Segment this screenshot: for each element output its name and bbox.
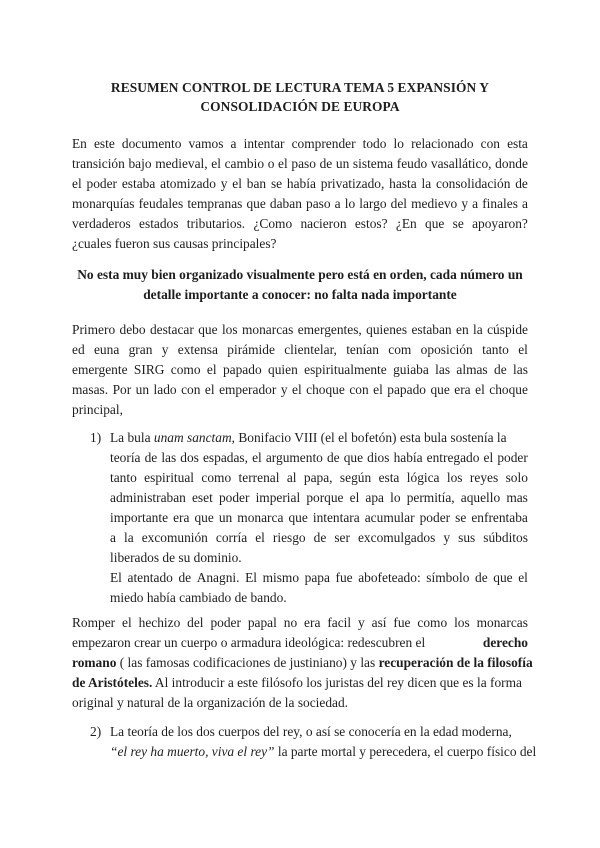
word: paso — [291, 156, 316, 171]
word: símbolo — [426, 570, 470, 585]
item2-line — [110, 742, 537, 762]
document-title — [72, 78, 528, 116]
word: verdaderos — [72, 216, 131, 231]
word: el — [204, 382, 215, 397]
word: con — [480, 136, 500, 151]
word: emperador — [219, 382, 277, 397]
title-line-2: CONSOLIDACIÓN DE EUROPA — [200, 99, 400, 114]
word: vamos — [188, 136, 224, 151]
word: que — [288, 510, 308, 525]
word: fue — [393, 615, 411, 630]
word: lado — [153, 382, 177, 397]
word: un — [335, 156, 350, 171]
word: atomizado — [160, 176, 216, 191]
word: feudales — [138, 196, 184, 211]
word: intentara — [312, 510, 360, 525]
word: acumular — [364, 510, 415, 525]
word: había — [286, 176, 316, 191]
item1-line — [110, 508, 528, 528]
word: y — [443, 530, 451, 545]
word: Por — [112, 382, 132, 397]
word: enfrentaba — [471, 510, 528, 525]
word: a — [230, 136, 237, 151]
word: quienes — [366, 322, 408, 337]
word: administraban — [110, 490, 186, 505]
word: poder — [419, 510, 451, 525]
word: con — [349, 382, 369, 397]
word: el — [483, 450, 494, 465]
word: era — [454, 382, 471, 397]
word: porque — [306, 490, 344, 505]
word: emergente — [72, 362, 128, 377]
word: y — [220, 176, 228, 191]
intro-line — [72, 174, 528, 194]
word: que — [425, 216, 445, 231]
word: mismo — [262, 570, 300, 585]
word: excomunión — [141, 530, 208, 545]
intro-line — [72, 154, 528, 174]
word: cambio — [224, 156, 265, 171]
word: extensa — [177, 342, 218, 357]
word: y — [461, 196, 469, 211]
para2-bold-text: romano — [72, 655, 117, 670]
word: espadas, — [202, 450, 248, 465]
word: quien — [268, 362, 298, 377]
word: a — [334, 196, 341, 211]
word: a — [110, 530, 116, 545]
word: según — [339, 470, 372, 485]
word: de — [319, 156, 333, 171]
word: El — [110, 570, 122, 585]
word: Romper — [72, 615, 116, 630]
word: daban — [269, 196, 302, 211]
word: bajo — [128, 156, 152, 171]
word: no — [283, 615, 298, 630]
para1-line: principal, — [72, 402, 123, 417]
para2-line: original y natural de la organización de la sociedad. — [72, 695, 349, 710]
word: monarquías — [72, 196, 135, 211]
word: reyes — [469, 470, 499, 485]
word: excomulgados — [357, 530, 436, 545]
word: euna — [93, 342, 120, 357]
para1-line — [72, 380, 528, 400]
word: feudo — [396, 156, 428, 171]
word: privatizado, — [320, 176, 385, 191]
word: permitía, — [406, 490, 455, 505]
word: que — [343, 450, 364, 465]
word: poder — [210, 615, 241, 630]
word: papa — [304, 570, 330, 585]
word: las — [435, 362, 451, 377]
item1-line: miedo había cambiado de bando. — [110, 590, 287, 605]
word: hasta — [389, 176, 417, 191]
item1-line — [110, 448, 528, 468]
word: espiritual — [144, 470, 195, 485]
word: riesgo — [272, 530, 306, 545]
word: el — [72, 176, 82, 191]
word: medieval, — [155, 156, 208, 171]
para1-line — [72, 320, 528, 340]
word: que — [246, 196, 266, 211]
word: el — [211, 156, 221, 171]
word: esta — [378, 470, 400, 485]
para2-line — [72, 613, 528, 633]
word: dios — [367, 450, 390, 465]
word: lo — [390, 490, 401, 505]
word: fue — [335, 570, 353, 585]
word: papal — [247, 615, 277, 630]
word: espiritualmente — [304, 362, 387, 377]
word: al — [286, 470, 297, 485]
word: del — [390, 196, 408, 211]
word: tanto — [110, 470, 137, 485]
word: transición — [72, 156, 125, 171]
word: el — [292, 382, 302, 397]
word: el — [122, 615, 132, 630]
word: había — [393, 450, 423, 465]
word: el — [252, 450, 262, 465]
intro-line — [72, 194, 528, 214]
intro-line — [72, 214, 528, 234]
word: que — [194, 510, 214, 525]
item1-line — [110, 468, 528, 488]
item2-italic-text: “el rey ha muerto, viva el rey” — [110, 744, 275, 759]
word: ¿En — [395, 216, 417, 231]
word: de — [475, 570, 488, 585]
word: lo — [393, 136, 404, 151]
word: eset — [191, 490, 213, 505]
word: estados — [139, 216, 179, 231]
word: En — [72, 136, 87, 151]
word: debo — [119, 322, 146, 337]
title-line-1: RESUMEN CONTROL DE LECTURA TEMA 5 EXPANSIÓN Y — [110, 80, 490, 95]
word: que — [493, 570, 513, 585]
word: choque — [489, 382, 528, 397]
word: con — [181, 382, 201, 397]
word: poder — [497, 450, 528, 465]
para1-line — [72, 340, 528, 360]
word: se — [270, 176, 283, 191]
word: poder — [218, 490, 250, 505]
word: SIRG — [133, 362, 165, 377]
word: así — [371, 615, 387, 630]
para1-line — [72, 360, 528, 380]
item1-line — [110, 568, 528, 588]
para2-text: ( las famosas codificaciones de justiniano) y las — [116, 655, 379, 670]
word: que — [198, 322, 218, 337]
word: estaban — [411, 322, 452, 337]
word: el — [255, 530, 265, 545]
item1-text: , Bonifacio VIII (el el bofetón) esta bula sostenía la — [231, 430, 507, 445]
list-item-2 — [90, 722, 537, 766]
para2-line — [72, 633, 528, 653]
word: tanto — [482, 342, 509, 357]
word: documento — [121, 136, 182, 151]
intro-paragraph — [72, 134, 528, 254]
word: ban — [246, 176, 267, 191]
word: monarcas — [476, 615, 528, 630]
word: abofeteado: — [358, 570, 421, 585]
paragraph-2 — [72, 613, 533, 713]
word: del — [187, 615, 204, 630]
word: pirámide — [227, 342, 275, 357]
item1-line — [110, 428, 528, 448]
word: corría — [215, 530, 248, 545]
word: estaba — [121, 176, 156, 191]
word: donde — [495, 156, 528, 171]
word: intentar — [243, 136, 285, 151]
word: medievo — [411, 196, 458, 211]
word: era — [173, 510, 190, 525]
item2-text: la parte mortal y perecedera, el cuerpo físico del — [274, 744, 537, 759]
word: o — [267, 156, 275, 171]
word: de — [515, 176, 528, 191]
word: lógica — [406, 470, 440, 485]
word: cúspide — [487, 322, 528, 337]
item1-line — [110, 488, 528, 508]
word: mas — [506, 490, 528, 505]
word: la — [421, 176, 432, 191]
list-item-1 — [90, 428, 528, 608]
word: como — [201, 470, 232, 485]
word: estos? — [354, 216, 388, 231]
intro-line: ¿cuales fueron sus causas principales? — [72, 236, 277, 251]
word: el — [206, 362, 217, 377]
word: almas — [456, 362, 488, 377]
word: argumento — [265, 450, 323, 465]
word: se — [455, 510, 467, 525]
para2-text: Al introducir a este filósofo los juristas del rey dicen que es la forma — [152, 675, 522, 690]
word: finales — [482, 196, 518, 211]
word: aquello — [460, 490, 501, 505]
word: el — [518, 570, 528, 585]
word: de — [313, 530, 327, 545]
word: destacar — [149, 322, 194, 337]
word: consolidación — [436, 176, 511, 191]
word: papado — [387, 382, 426, 397]
word: sistema — [352, 156, 394, 171]
word: facil — [327, 615, 352, 630]
word: monarcas — [241, 322, 294, 337]
word: el — [349, 490, 360, 505]
note-line-2: detalle importante a conocer: no falta nada importante — [143, 287, 457, 302]
word: apoyaron? — [472, 216, 528, 231]
word: las — [161, 450, 177, 465]
word: gran — [128, 342, 153, 357]
word: de — [144, 450, 158, 465]
list-number: 2) — [90, 724, 102, 739]
word: papa, — [303, 470, 333, 485]
word: solo — [505, 470, 528, 485]
word: Anagni. — [196, 570, 240, 585]
para2-text: empezaron crear un cuerpo o armadura ideológica: redescubren el — [72, 635, 426, 650]
word: a — [522, 196, 528, 211]
word: papado — [222, 362, 262, 377]
word: y — [358, 615, 365, 630]
list-number: 1) — [90, 430, 102, 445]
word: y — [161, 342, 169, 357]
paragraph-1 — [72, 320, 528, 420]
word: era — [304, 615, 321, 630]
word: teoría — [110, 450, 141, 465]
para2-line — [72, 673, 528, 693]
word: de — [494, 362, 507, 377]
word: los — [454, 615, 470, 630]
word: el — [278, 156, 288, 171]
word: que — [430, 382, 450, 397]
para2-line — [72, 653, 533, 673]
word: vasallático, — [430, 156, 492, 171]
note-line-1: No esta muy bien organizado visualmente pero está en orden, cada número un — [77, 267, 523, 282]
word: relacionado — [411, 136, 474, 151]
word: en — [456, 322, 469, 337]
word: emergentes, — [297, 322, 362, 337]
word: poder — [86, 176, 117, 191]
item1-line: liberados de su dominio. — [110, 550, 242, 565]
word: y — [280, 382, 288, 397]
word: dos — [180, 450, 199, 465]
word: como — [170, 362, 201, 377]
word: comprender — [291, 136, 356, 151]
word: imperial — [255, 490, 301, 505]
word: este — [93, 136, 115, 151]
para2-bold-text: de Aristóteles. — [72, 675, 153, 690]
word: el — [518, 342, 528, 357]
word: de — [326, 450, 340, 465]
word: los — [446, 470, 463, 485]
word: com — [388, 342, 412, 357]
word: tempranas — [187, 196, 243, 211]
word: El — [245, 570, 257, 585]
item1-text: La bula — [110, 430, 154, 445]
word: paso — [306, 196, 331, 211]
word: súbditos — [483, 530, 528, 545]
word: largo — [359, 196, 387, 211]
word: clientelar, — [284, 342, 337, 357]
para2-bold-text: recuperación de la filosofía — [378, 655, 533, 670]
word: la — [473, 322, 483, 337]
word: todo — [362, 136, 387, 151]
word: se — [452, 216, 464, 231]
word: ser — [334, 530, 350, 545]
word: importante — [110, 510, 169, 525]
word: la — [123, 530, 134, 545]
word: choque — [306, 382, 345, 397]
word: de — [178, 570, 192, 585]
word: monarca — [237, 510, 284, 525]
word: guiaba — [393, 362, 429, 377]
word: como — [417, 615, 448, 630]
intro-line — [72, 134, 528, 154]
word: esta — [507, 136, 528, 151]
word: apa — [365, 490, 385, 505]
word: tenían — [346, 342, 379, 357]
word: atentado — [127, 570, 173, 585]
word: ¿Como — [253, 216, 293, 231]
word: un — [135, 382, 150, 397]
list-item-body — [110, 428, 528, 608]
word: nacieron — [300, 216, 347, 231]
word: ed — [72, 342, 85, 357]
word: terrenal — [238, 470, 280, 485]
word: un — [218, 510, 233, 525]
word: el — [475, 382, 485, 397]
item1-line — [110, 528, 528, 548]
word: hechizo — [138, 615, 181, 630]
para2-bold-text: derecho — [482, 635, 528, 650]
word: masas. — [72, 382, 109, 397]
word: oposición — [420, 342, 473, 357]
note-paragraph — [72, 265, 528, 305]
word: tributarios. — [186, 216, 246, 231]
list-item-body — [110, 722, 537, 762]
word: entregado — [426, 450, 480, 465]
word: Primero — [72, 322, 116, 337]
item2-line: La teoría de los dos cuerpos del rey, o así se conocería en la edad moderna, — [110, 724, 512, 739]
item1-italic-text: unam sanctam — [153, 430, 232, 445]
word: el — [232, 176, 242, 191]
word: lo — [344, 196, 356, 211]
word: el — [373, 382, 383, 397]
word: a — [472, 196, 479, 211]
word: sus — [458, 530, 476, 545]
word: las — [513, 362, 528, 377]
word: los — [221, 322, 238, 337]
